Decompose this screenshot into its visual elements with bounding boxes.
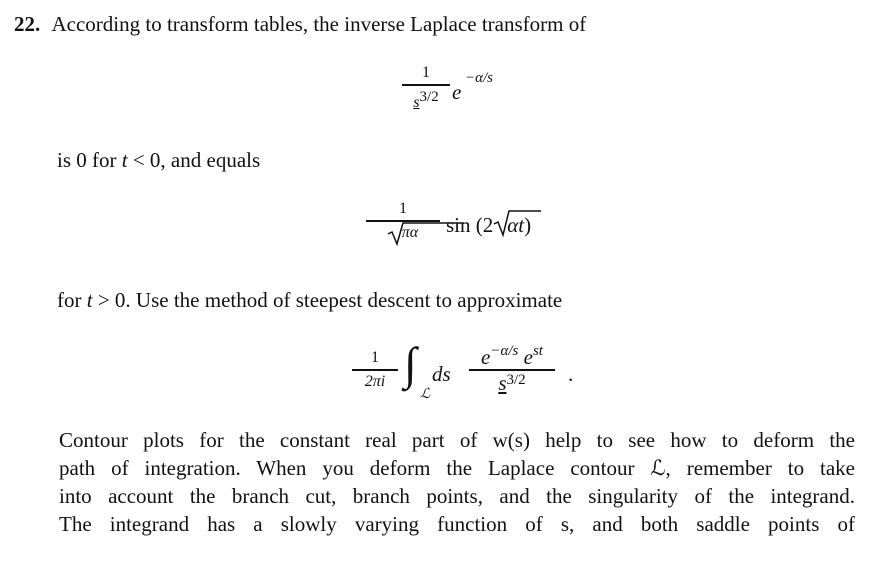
eq3-numerator: 1	[371, 349, 379, 366]
eq2-sine	[446, 213, 531, 238]
paragraph-line: into account the branch cut, branch points, and the singularity of the integrand.	[59, 484, 855, 508]
line-condition-negative	[57, 148, 260, 172]
eq2-sin-label: sin (2	[446, 213, 494, 237]
line2-text-a: is 0 for	[57, 148, 122, 172]
eq2-numerator: 1	[399, 200, 407, 217]
eq2-arg-text: αt	[507, 213, 525, 237]
paragraph-line: The integrand has a slowly varying function of s, and both saddle points of	[59, 512, 855, 536]
eq1-den-s: s	[413, 93, 420, 111]
line2-text-b: < 0, and equals	[127, 148, 261, 172]
eq3-e2: e	[523, 345, 533, 369]
eq3-denominator: 2πi	[364, 372, 386, 390]
eq3-integrand-fraction	[460, 343, 564, 396]
eq1-fraction	[402, 62, 450, 114]
eq3-integrand-numerator	[460, 343, 564, 369]
line-condition-positive	[57, 288, 562, 312]
line2-t: t	[121, 148, 128, 172]
problem-header	[14, 12, 586, 36]
eq1-e: e	[452, 80, 462, 104]
eq3-e1: e	[481, 345, 491, 369]
eq2-sqrt-arg	[493, 213, 524, 238]
paragraph-contour-plots	[59, 426, 855, 538]
eq3-integrand-denominator	[460, 371, 564, 396]
eq3-exp1: −α/s	[490, 343, 519, 359]
eq3-exp2: st	[532, 343, 543, 359]
line3-text-b: > 0. Use the method of steepest descent to approximate	[92, 288, 563, 312]
problem-number: 22.	[14, 12, 41, 36]
eq2-denominator	[388, 222, 418, 244]
eq3-prefactor	[352, 347, 398, 393]
eq3-ds: ds	[432, 362, 451, 386]
eq2-fraction	[366, 198, 440, 244]
integral-sign: ∫	[404, 338, 417, 389]
eq1-den-exp: 3/2	[419, 88, 439, 105]
eq1-exponent: −α/s	[465, 70, 494, 86]
eq1-numerator: 1	[422, 64, 430, 81]
contour-symbol: ℒ	[420, 387, 431, 402]
eq2-close-paren: )	[524, 213, 532, 237]
paragraph-line: Contour plots for the constant real part of w(s) help to see how to deform the	[59, 428, 855, 452]
sqrt-icon	[493, 208, 543, 238]
eq3-bot-s: s	[498, 370, 507, 395]
line3-t: t	[86, 288, 93, 312]
problem-intro: According to transform tables, the inverse Laplace transform of	[51, 12, 587, 36]
eq3-bot-exp: 3/2	[506, 371, 526, 388]
eq2-den-text: πα	[401, 223, 419, 241]
line3-text-a: for	[57, 288, 87, 312]
eq1-denominator	[413, 86, 438, 114]
paragraph-line: path of integration. When you deform the Laplace contour ℒ, remember to take	[59, 456, 855, 480]
eq3-period: .	[568, 362, 574, 386]
